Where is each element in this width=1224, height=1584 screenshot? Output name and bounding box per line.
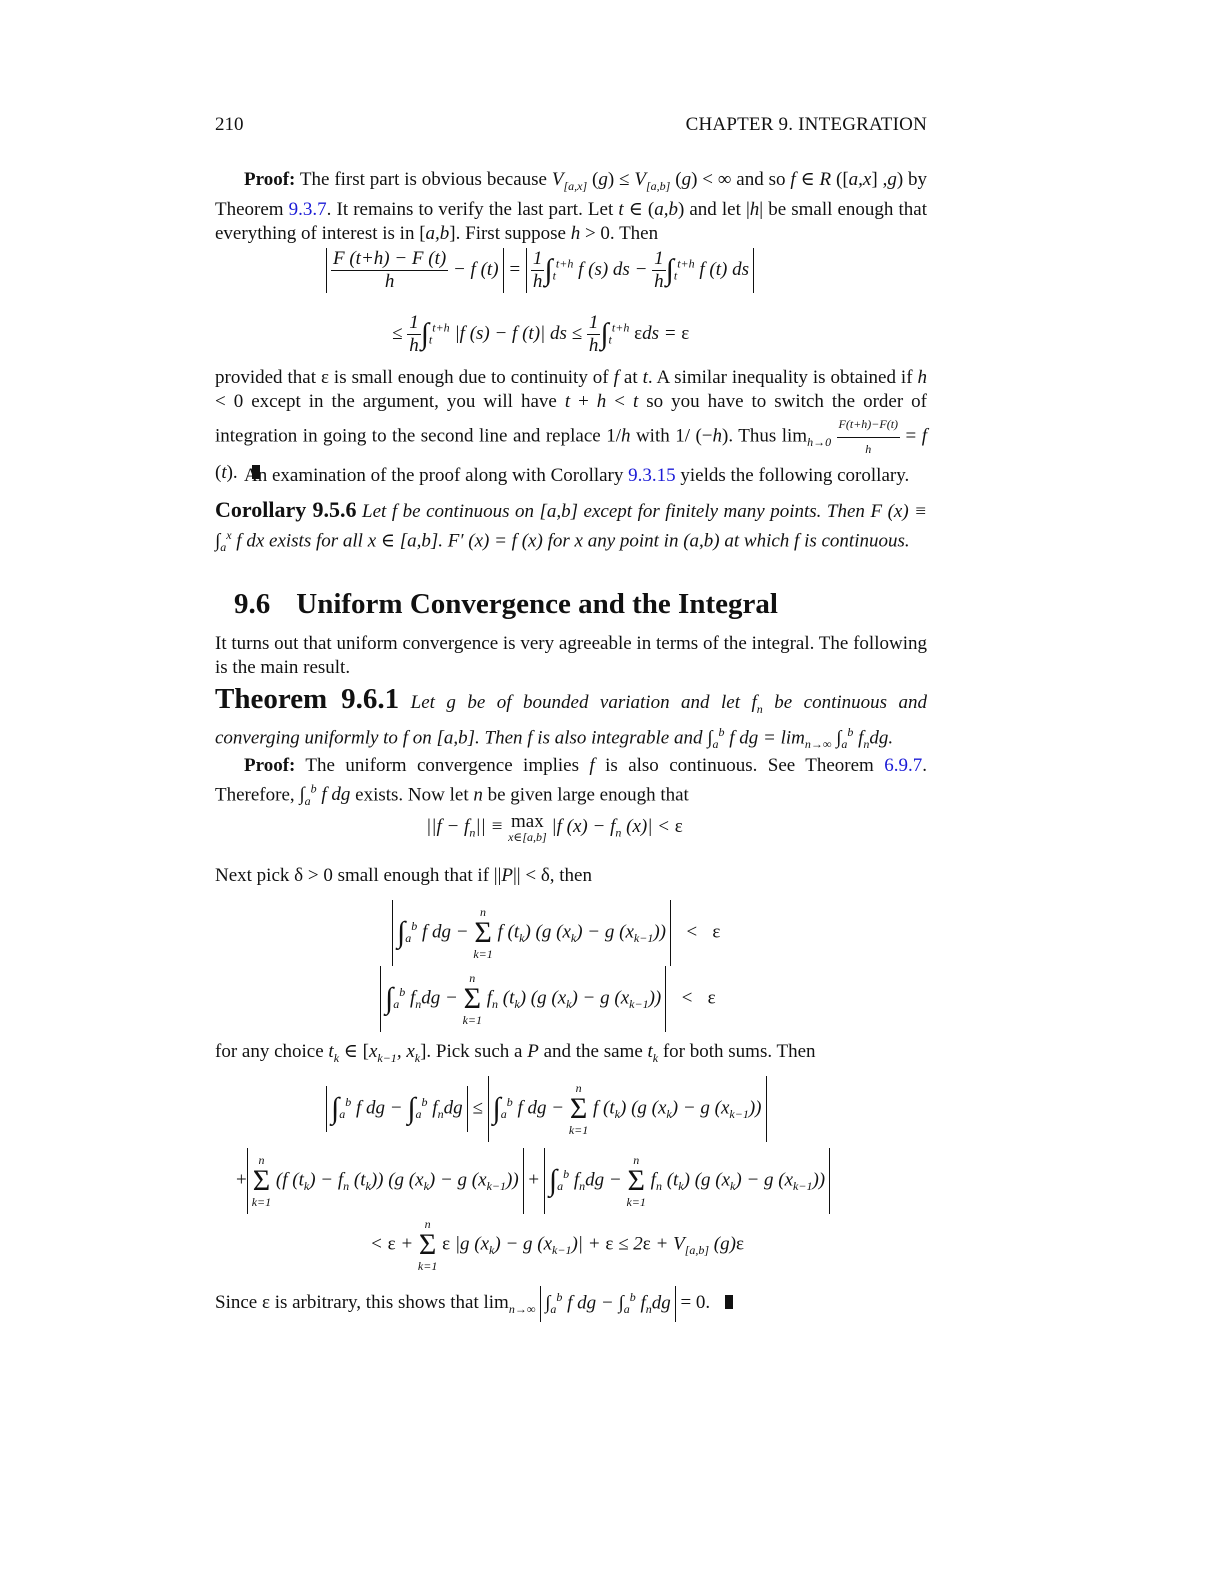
equation-sum-2: $\int_a^b$ $f_ndg$ − n Σ k=1 $f_n$ $(t_k)$ (g $(x_k) - g$ $(x_{k-1})) < \varepsilon$	[380, 966, 716, 1032]
text: be continuous on	[397, 501, 540, 522]
corollary-link[interactable]: 9.3.15	[628, 465, 676, 486]
text: Next pick δ	[215, 865, 308, 886]
text: . First suppose	[455, 222, 571, 244]
text: for any choice	[215, 1041, 329, 1062]
text: . Thus	[728, 425, 782, 447]
text: except in the argument, you will have	[243, 390, 565, 412]
theorem-label: Theorem 9.6.1	[215, 683, 400, 715]
intro-paragraph: It turns out that uniform convergence is very agreeable in terms of the integral. The following is the main result.	[215, 633, 927, 678]
continuity-paragraph: provided that ε is small enough due to continuity of f at t. A similar inequality is obtained if h < 0 except in the argument, you will have t + h < t so you have to switch the order of integration in going to the second line and replace 1/h with 1/ (−h). Thus $\lim_{h\to 0}$ $\frac{F(t+h)-F(t)}{h}$ = f (t).	[215, 367, 928, 483]
text: . It remains to verify the last part. Let	[326, 199, 619, 221]
theorem-link[interactable]: 6.9.7	[884, 755, 923, 776]
corollary-label: Corollary 9.5.6	[215, 497, 357, 522]
text: exists. Now let	[350, 783, 474, 805]
text: Let	[356, 501, 392, 522]
page-number: 210	[215, 114, 244, 135]
text: Since ε is arbitrary, this shows that	[215, 1292, 484, 1314]
text: provided that ε is small enough due to continuity of	[215, 367, 614, 388]
text: by Theorem	[215, 169, 928, 221]
section-title: Uniform Convergence and the Integral	[296, 588, 778, 620]
since-paragraph: Since ε is arbitrary, this shows that $\lim_{n\to\infty} \int_a^b$ f dg − $\int_a^b$ $f_ndg = 0$.	[215, 1286, 927, 1322]
equation-derivative-1: $\frac{F (t+h) - F (t)}{h}$ − f (t) = $\frac{1}{h}$ $\int_t^{t+h}$ f (s) ds − $\frac{1}{h}$ $\int_t^{t+h}$ f (t) ds	[326, 248, 754, 293]
text: at	[618, 367, 643, 388]
equation-derivative-2: ≤ $\frac{1}{h}$ $\int_t^{t+h}$ |f (s) − f (t)| ds ≤ $\frac{1}{h}$ $\int_t^{t+h}$ εds = ε	[392, 312, 690, 356]
text: for both sums. Then	[658, 1041, 816, 1062]
proof-paragraph-2: Proof: The uniform convergence implies f is also continuous. See Theorem 6.9.7. Therefore, $\int_a^b$ f dg exists. Now let n be given large enough that	[215, 755, 927, 808]
theorem-link[interactable]: 9.3.7	[288, 199, 327, 221]
equation-sum-1: $\int_a^b$ f dg − n Σ k=1 f $(t_k)$ (g $(x_k) - g$ $(x_{k-1})) < \varepsilon$	[392, 900, 720, 966]
choice-paragraph: for any choice $t_k$ ∈ [$x_{k-1}$, $x_k$]. Pick such a P and the same $t_k$ for both sums. Then	[215, 1041, 816, 1065]
text: and let	[684, 199, 746, 221]
equation-estimate-1: $\int_a^b$ f dg − $\int_a^b$ $f_ndg \le \int_a^b$ f dg − n Σ k=1 f $(t_k)$ (g $(x_k) - g$ $(x_{k-1})$)	[326, 1076, 767, 1142]
text: at which	[719, 529, 795, 551]
equation-estimate-2: + n Σ k=1 (f $(t_k) - f_n$ $(t_k)$) (g $(x_k) - g$ $(x_{k-1})) + \int_a^b$ $f_ndg$ − n Σ k=1 $f_n$ $(t_k)$ (g $(x_k) - g$ $(x_{k-1})$)	[236, 1148, 830, 1214]
corollary-block: Corollary 9.5.6 Let f be continuous on [a,b] except for finitely many points. Then F $(x) \equiv \int_a^x$ f dx exists for all x ∈ [a,b]. F′ (x) = f (x) for x any point in (a,b) at which f is continuous.	[215, 497, 927, 554]
text: An examination of the proof along with Corollary	[244, 465, 629, 486]
text: is also continuous. See Theorem	[594, 755, 885, 776]
proof-label: Proof:	[244, 755, 296, 776]
text: Let g be of bounded variation and let	[399, 692, 752, 713]
examination-paragraph	[215, 464, 927, 488]
text: . Pick such a	[426, 1041, 528, 1062]
text: . Therefore,	[215, 755, 927, 805]
text: on	[407, 727, 437, 749]
text: be continuous and converging uniformly to	[215, 692, 927, 749]
text: , then	[549, 865, 592, 886]
text: The uniform convergence implies	[295, 755, 590, 776]
proof-paragraph-1: Proof: The first part is obvious because $V_{[a,x]}$ $(g) \le V_{[a,b]}$ (g) < ∞ and so f ∈ R ([a,x] ,g) by Theorem 9.3.7. It remains to verify the last part. Let t ∈ (a,b) and let |h| be small enough that everything of interest is in [a,b]. First suppose h > 0. Then	[215, 169, 928, 244]
text: is continuous.	[799, 529, 910, 551]
text: except for finitely many points. Then	[578, 501, 871, 522]
text: and the same	[538, 1041, 648, 1062]
text: .	[438, 529, 448, 551]
running-header: CHAPTER 9. INTEGRATION	[685, 114, 927, 135]
next-pick-paragraph: Next pick δ > 0 small enough that if ||P|| < δ, then	[215, 865, 592, 886]
equation-estimate-3: < ε + n Σ k=1 ε |g $(x_k) - g$ $(x_{k-1})| + \varepsilon \le 2\varepsilon + V_{[a,b]}$ (g)ε	[370, 1217, 744, 1273]
text: be small enough that everything of interest is in	[215, 199, 927, 244]
text: is also integrable and	[532, 727, 708, 749]
text: for	[542, 529, 575, 551]
text: any point in	[582, 529, 684, 551]
text: The first part is obvious because	[295, 169, 552, 190]
text: . A similar inequality is obtained if	[647, 367, 918, 388]
theorem-block: Theorem 9.6.1 Let g be of bounded variation and let $f_n$ be continuous and converging uniformly to f on [a,b]. Then f is also integrable and $\int_a^b$ f dg = $\lim_{n\to\infty} \int_a^b$ $f_ndg$.	[215, 683, 927, 752]
section-number: 9.6	[234, 588, 271, 620]
text: so you have to switch the order of integration in going to the second line and replace	[215, 390, 927, 447]
section-heading	[234, 588, 778, 621]
text: with	[630, 425, 676, 447]
text: and so	[731, 169, 791, 190]
text: exists for all	[264, 529, 368, 551]
text: yields the following corollary.	[675, 465, 910, 486]
proof-label: Proof:	[244, 169, 296, 190]
text: . Then	[475, 727, 528, 749]
text: small enough that if	[332, 865, 494, 886]
equation-norm: $||f - f_n||$ ≡ max x∈[a,b] |f $(x) - f_n$ (x)| < ε	[426, 811, 683, 844]
qed-mark	[725, 1295, 733, 1309]
text: . Then	[609, 222, 659, 244]
text: be given large enough that	[482, 783, 689, 805]
